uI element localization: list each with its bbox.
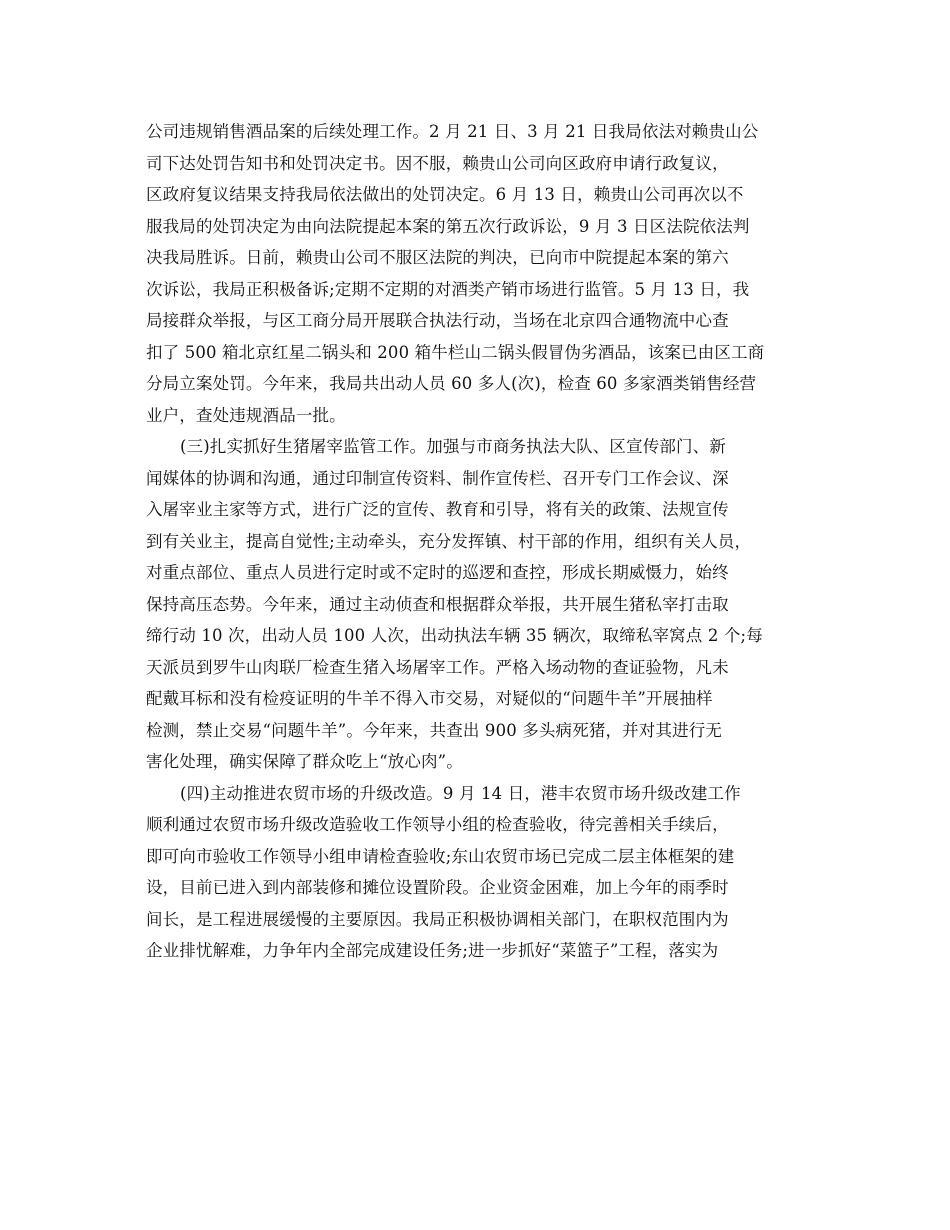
text-line: 业户，查处违规酒品一批。 bbox=[146, 405, 346, 425]
text-line: 扣了 500 箱北京红星二锅头和 200 箱牛栏山二锅头假冒伪劣酒品，该案已由区工商 bbox=[146, 342, 765, 362]
text-line: 司下达处罚告知书和处罚决定书。因不服，赖贵山公司向区政府申请行政复议， bbox=[146, 153, 729, 173]
text-line: 企业排忧解难，力争年内全部完成建设任务;进一步抓好“菜篮子”工程，落实为 bbox=[146, 941, 719, 960]
text-line: 入屠宰业主家等方式，进行广泛的宣传、教育和引导，将有关的政策、法规宣传 bbox=[146, 500, 729, 519]
text-line: 对重点部位、重点人员进行定时或不定时的巡逻和查控，形成长期威慑力，始终 bbox=[146, 563, 729, 582]
paragraph-start-line: (三)扎实抓好生猪屠宰监管工作。加强与市商务执法大队、区宣传部门、新 bbox=[180, 437, 726, 456]
text-line: 即可向市验收工作领导小组申请检查验收;东山农贸市场已完成二层主体框架的建 bbox=[146, 846, 735, 866]
text-line: 到有关业主，提高自觉性;主动牵头，充分发挥镇、村干部的作用，组织有关人员， bbox=[146, 531, 752, 551]
text-line: 区政府复议结果支持我局依法做出的处罚决定。6 月 13 日，赖贵山公司再次以不 bbox=[146, 185, 744, 204]
text-line: 天派员到罗牛山肉联厂检查生猪入场屠宰工作。严格入场动物的查证验物，凡未 bbox=[146, 657, 729, 677]
document-body bbox=[146, 116, 826, 967]
text-line: 配戴耳标和没有检疫证明的牛羊不得入市交易，对疑似的“问题牛羊”开展抽样 bbox=[146, 689, 713, 708]
text-line: 设，目前已进入到内部装修和摊位设置阶段。企业资金困难，加上今年的雨季时 bbox=[146, 878, 729, 897]
text-line: 次诉讼，我局正积极备诉;定期不定期的对酒类产销市场进行监管。5 月 13 日，我 bbox=[146, 279, 750, 299]
text-line: 保持高压态势。今年来，通过主动侦查和根据群众举报，共开展生猪私宰打击取 bbox=[146, 594, 729, 614]
text-line: 服我局的处罚决定为由向法院提起本案的第五次行政诉讼，9 月 3 日区法院依法判 bbox=[146, 216, 750, 236]
text-line: 缔行动 10 次，出动人员 100 人次，出动执法车辆 35 辆次，取缔私宰窝点 2 个;每 bbox=[146, 626, 763, 645]
text-line: 顺利通过农贸市场升级改造验收工作领导小组的检查验收，待完善相关手续后， bbox=[146, 815, 729, 834]
text-line: 间长，是工程进展缓慢的主要原因。我局正积极协调相关部门，在职权范围内为 bbox=[146, 909, 729, 929]
text-line: 分局立案处罚。今年来，我局共出动人员 60 多人(次)，检查 60 多家酒类销售经营 bbox=[146, 374, 757, 393]
text-line: 检测，禁止交易“问题牛羊”。今年来，共查出 900 多头病死猪，并对其进行无 bbox=[146, 720, 723, 740]
text-line: 害化处理，确实保障了群众吃上“放心肉”。 bbox=[146, 752, 463, 771]
paragraph-start-line: (四)主动推进农贸市场的升级改造。9 月 14 日，港丰农贸市场升级改建工作 bbox=[180, 783, 741, 803]
text-line: 局接群众举报，与区工商分局开展联合执法行动，当场在北京四合通物流中心查 bbox=[146, 311, 729, 330]
text-line: 决我局胜诉。日前，赖贵山公司不服区法院的判决，已向市中院提起本案的第六 bbox=[146, 248, 729, 267]
text-line: 闻媒体的协调和沟通，通过印制宣传资料、制作宣传栏、召开专门工作会议、深 bbox=[146, 468, 729, 488]
text-line: 公司违规销售酒品案的后续处理工作。2 月 21 日、3 月 21 日我局依法对赖贵山公 bbox=[146, 122, 759, 141]
